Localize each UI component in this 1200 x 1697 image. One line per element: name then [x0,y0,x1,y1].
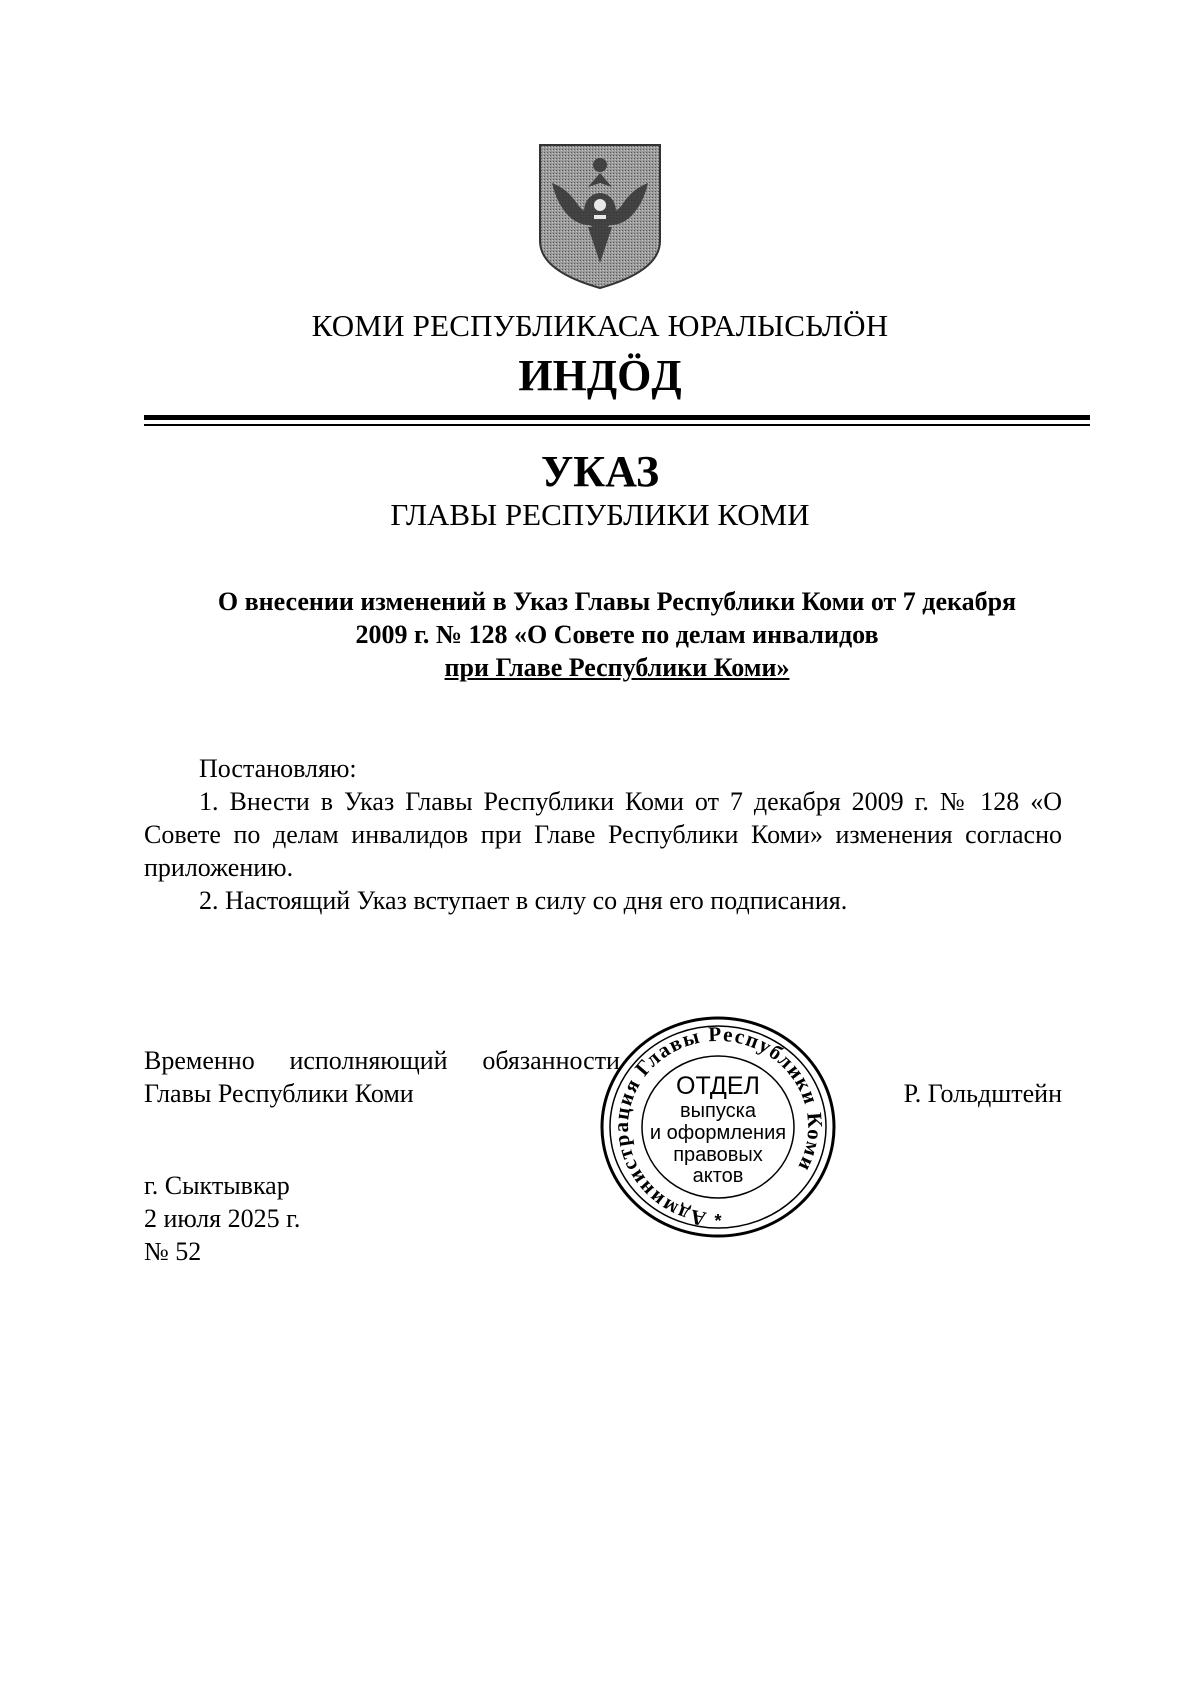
subject-line-1: О внесении изменений в Указ Главы Республики Коми от 7 декабря [217,587,1017,616]
stamp-line-4: правовых [673,1144,763,1166]
stamp-line-3: и оформления [649,1122,787,1144]
stamp-line-5: актов [692,1165,744,1187]
header-republic-name: КОМИ РЕСПУБЛИКАСА ЮРАЛЫСЬЛӦН [311,308,889,343]
stamp-line-2: выпуска [680,1100,756,1122]
signatory-word-1: Временно [144,1046,255,1075]
document-type: УКАЗ [540,447,660,496]
footer-number: № 52 [144,1237,202,1266]
signatory-position-line-1 [144,1044,620,1077]
subject-line-3: при Главе Республики Коми» [444,653,790,682]
footer-date: 2 июля 2025 г. [144,1204,301,1233]
signatory-name: Р. Гольдштейн [903,1079,1062,1108]
footer-city: г. Сыктывкар [144,1171,290,1200]
header-divider-thick [144,415,1090,420]
document-issuer: ГЛАВЫ РЕСПУБЛИКИ КОМИ [390,497,810,532]
subject-line-2: 2009 г. № 128 «О Совете по делам инвалидов [355,620,879,649]
komi-coat-of-arms-icon [538,143,662,290]
signatory-position [144,1044,624,1110]
document-subject [144,585,1090,684]
signatory-position-line-2: Главы Республики Коми [144,1079,414,1108]
stamp-line-1: ОТДЕЛ [676,1072,760,1100]
document-footer [144,1169,300,1268]
signatory-word-2: исполняющий [289,1046,448,1075]
body-intro: Постановляю: [199,754,357,783]
stamp-star: * [714,1211,722,1231]
body-item-1: 1. Внести в Указ Главы Республики Коми от 7 декабря 2009 г. № 128 «О Совете по делам инвалидов при Главе Республики Коми» изменения согласно приложению. [144,787,1062,882]
header-document-type-komi: ИНДӦД [518,351,682,400]
body-item-2: 2. Настоящий Указ вступает в силу со дня его подписания. [199,886,848,915]
official-stamp [594,1012,842,1242]
signatory-word-3: обязанности [482,1046,620,1075]
header-divider-thin [144,424,1090,426]
stamp-ring-text: Администрация Главы Республики Коми [609,1021,828,1232]
